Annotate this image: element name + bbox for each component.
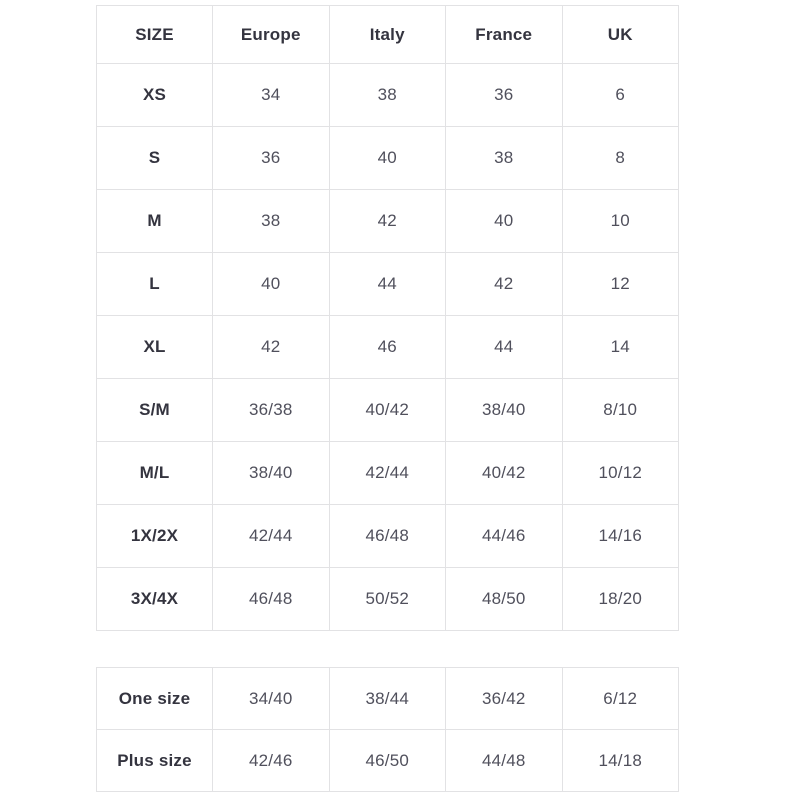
size-value-cell: 18/20 — [562, 568, 679, 631]
size-value-cell: 38/40 — [213, 442, 330, 505]
size-value-cell: 14/18 — [562, 730, 679, 792]
table-row — [97, 668, 679, 730]
size-value-cell: 38 — [446, 127, 563, 190]
table-row — [97, 64, 679, 127]
table-gap-spacer — [96, 631, 678, 667]
size-value-cell: 14/16 — [562, 505, 679, 568]
size-value-cell: 6/12 — [562, 668, 679, 730]
size-value-cell: 44/48 — [446, 730, 563, 792]
size-value-cell: 36/38 — [213, 379, 330, 442]
size-value-cell: 34 — [213, 64, 330, 127]
size-label-cell: XS — [97, 64, 213, 127]
size-label-cell: S/M — [97, 379, 213, 442]
size-value-cell: 40 — [329, 127, 446, 190]
size-value-cell: 40 — [213, 253, 330, 316]
table-header-row-container — [97, 6, 679, 64]
size-value-cell: 10 — [562, 190, 679, 253]
size-value-cell: 46 — [329, 316, 446, 379]
size-value-cell: 38 — [329, 64, 446, 127]
size-value-cell: 46/48 — [329, 505, 446, 568]
size-label-cell: 3X/4X — [97, 568, 213, 631]
table-row — [97, 568, 679, 631]
size-value-cell: 38/40 — [446, 379, 563, 442]
table-row — [97, 316, 679, 379]
size-value-cell: 40/42 — [329, 379, 446, 442]
size-conversion-table-special — [96, 667, 679, 792]
size-value-cell: 40 — [446, 190, 563, 253]
table-row — [97, 190, 679, 253]
table-row — [97, 442, 679, 505]
table-body-main — [97, 64, 679, 631]
size-label-cell: M/L — [97, 442, 213, 505]
size-value-cell: 42/46 — [213, 730, 330, 792]
size-value-cell: 44 — [446, 316, 563, 379]
size-label-cell: S — [97, 127, 213, 190]
table-row — [97, 505, 679, 568]
table-row — [97, 379, 679, 442]
size-value-cell: 38 — [213, 190, 330, 253]
size-label-cell: M — [97, 190, 213, 253]
size-value-cell: 36/42 — [446, 668, 563, 730]
column-header-cell: France — [446, 6, 563, 64]
size-conversion-table-main — [96, 5, 679, 631]
table-row — [97, 127, 679, 190]
table-header-row — [97, 6, 679, 64]
table-row — [97, 253, 679, 316]
size-value-cell: 46/48 — [213, 568, 330, 631]
size-value-cell: 48/50 — [446, 568, 563, 631]
size-value-cell: 10/12 — [562, 442, 679, 505]
size-value-cell: 8/10 — [562, 379, 679, 442]
size-value-cell: 42/44 — [213, 505, 330, 568]
size-value-cell: 50/52 — [329, 568, 446, 631]
size-value-cell: 42 — [213, 316, 330, 379]
column-header-cell: Italy — [329, 6, 446, 64]
column-header-cell: SIZE — [97, 6, 213, 64]
size-value-cell: 36 — [213, 127, 330, 190]
table-row — [97, 730, 679, 792]
size-value-cell: 8 — [562, 127, 679, 190]
size-label-cell: XL — [97, 316, 213, 379]
size-value-cell: 40/42 — [446, 442, 563, 505]
tables-container — [96, 0, 678, 792]
column-header-cell: Europe — [213, 6, 330, 64]
size-value-cell: 42 — [329, 190, 446, 253]
size-value-cell: 14 — [562, 316, 679, 379]
size-value-cell: 12 — [562, 253, 679, 316]
size-value-cell: 46/50 — [329, 730, 446, 792]
size-value-cell: 42/44 — [329, 442, 446, 505]
table-body-special — [97, 668, 679, 792]
size-value-cell: 6 — [562, 64, 679, 127]
size-value-cell: 38/44 — [329, 668, 446, 730]
size-label-cell: Plus size — [97, 730, 213, 792]
size-value-cell: 44 — [329, 253, 446, 316]
size-value-cell: 34/40 — [213, 668, 330, 730]
size-value-cell: 42 — [446, 253, 563, 316]
size-label-cell: L — [97, 253, 213, 316]
size-label-cell: 1X/2X — [97, 505, 213, 568]
column-header-cell: UK — [562, 6, 679, 64]
size-label-cell: One size — [97, 668, 213, 730]
size-value-cell: 36 — [446, 64, 563, 127]
size-value-cell: 44/46 — [446, 505, 563, 568]
